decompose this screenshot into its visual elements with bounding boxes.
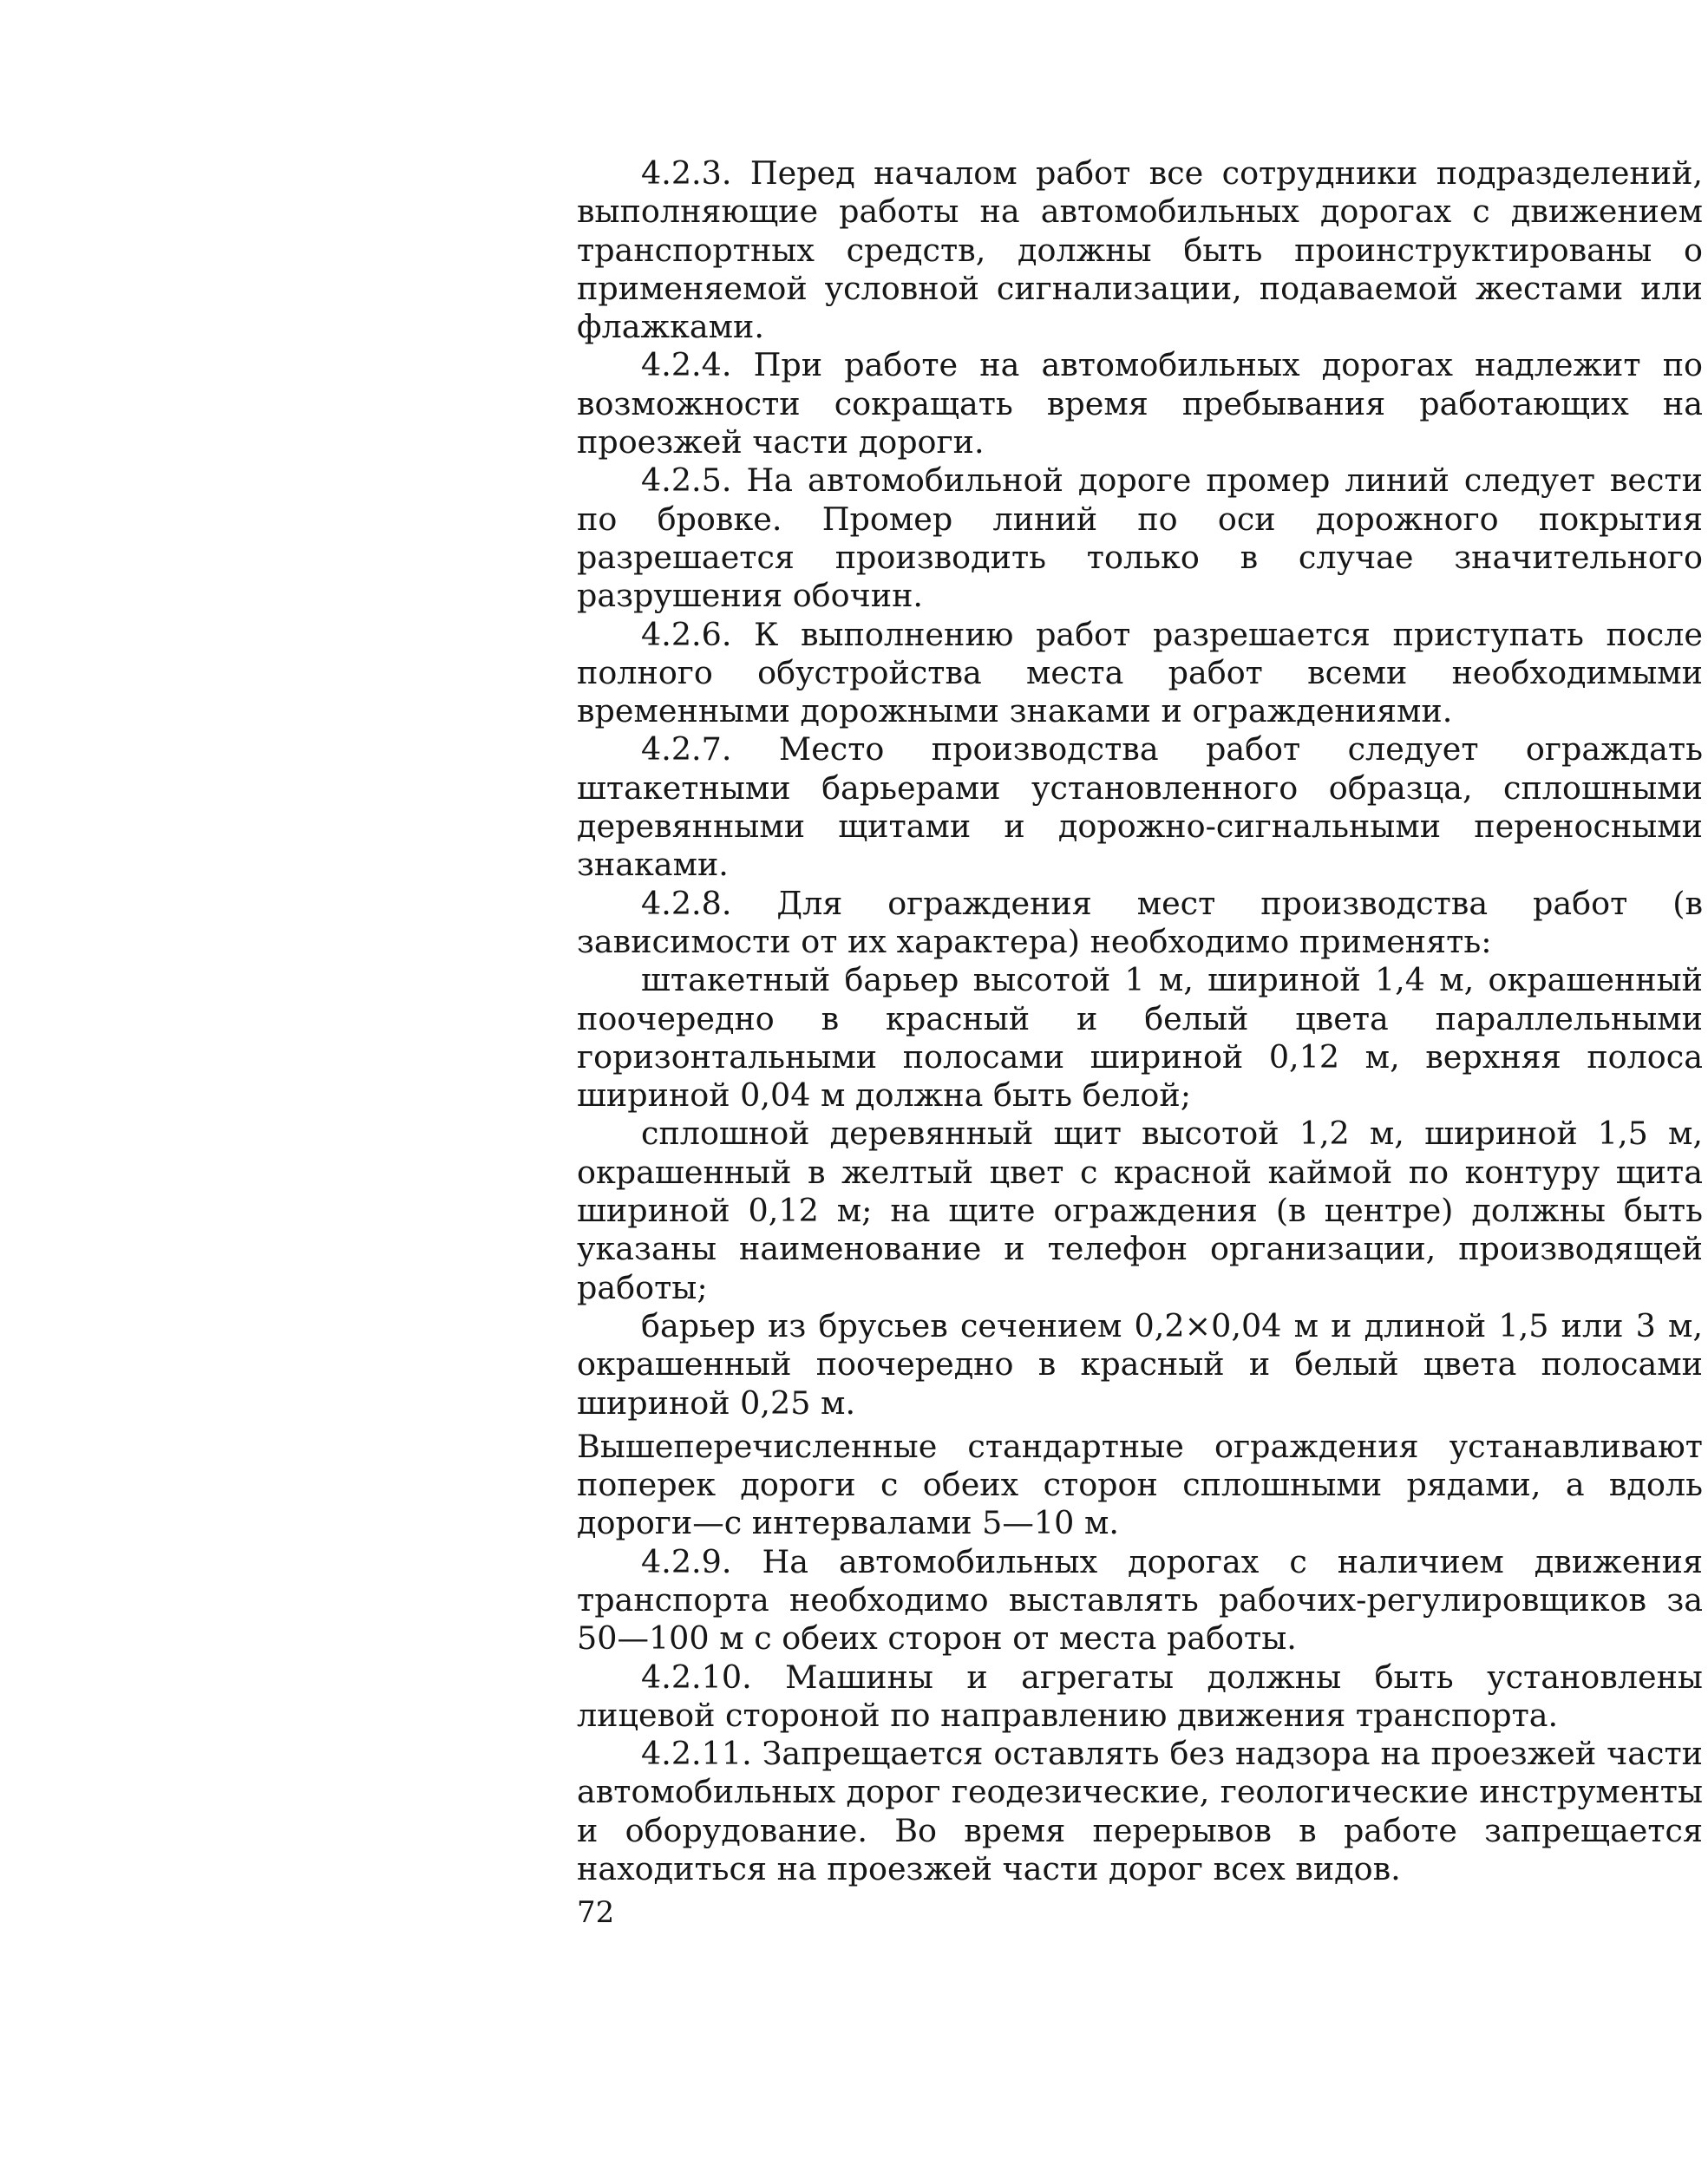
list-item-wooden-shield: сплошной деревянный щит высотой 1,2 м, шириной 1,5 м, окрашенный в желтый цвет с красной каймой по контуру щита шириной 0,12 м; на щите ограждения (в центре) должны быть указаны наименование и телефон организации, производящей работы; [577, 1115, 1703, 1306]
paragraph-4-2-7: 4.2.7. Место производства работ следует ограждать штакетными барьерами установленного образца, сплошными деревянными щитами и дорожно-сигнальными переносными знаками. [577, 730, 1703, 884]
paragraph-4-2-3: 4.2.3. Перед началом работ все сотрудники подразделений, выполняющие работы на автомобильных дорогах с движением транспортных средств, должны быть проинструктированы о применяемой условной сигнализации, подаваемой жестами или флажками. [577, 154, 1703, 346]
list-item-picket-barrier: штакетный барьер высотой 1 м, шириной 1,4 м, окрашенный поочередно в красный и белый цвета параллельными горизонтальными полосами шириной 0,12 м, верхняя полоса шириной 0,04 м должна быть белой; [577, 961, 1703, 1115]
paragraph-4-2-8: 4.2.8. Для ограждения мест производства работ (в зависимости от их характера) необходимо применять: [577, 884, 1703, 960]
list-item-beam-barrier: барьер из брусьев сечением 0,2×0,04 м и длиной 1,5 или 3 м, окрашенный поочередно в красный и белый цвета полосами шириной 0,25 м. [577, 1306, 1703, 1422]
paragraph-4-2-4: 4.2.4. При работе на автомобильных дорогах надлежит по возможности сокращать время пребывания работающих на проезжей части дороги. [577, 346, 1703, 461]
page-number: 72 [577, 1895, 615, 1930]
paragraph-4-2-10: 4.2.10. Машины и агрегаты должны быть установлены лицевой стороной по направлению движения транспорта. [577, 1658, 1703, 1734]
paragraph-installation-note: Вышеперечисленные стандартные ограждения устанавливают поперек дороги с обеих сторон сплошными рядами, а вдоль дороги—с интервалами 5—10 м. [577, 1427, 1703, 1542]
body-text [577, 154, 1703, 1888]
paragraph-4-2-11: 4.2.11. Запрещается оставлять без надзора на проезжей части автомобильных дорог геодезические, геологические инструменты и оборудование. Во время перерывов в работе запрещается находиться на проезжей части дорог всех видов. [577, 1735, 1703, 1888]
paragraph-4-2-6: 4.2.6. К выполнению работ разрешается приступать после полного обустройства места работ всеми необходимыми временными дорожными знаками и ограждениями. [577, 615, 1703, 730]
paragraph-4-2-5: 4.2.5. На автомобильной дороге промер линий следует вести по бровке. Промер линий по оси дорожного покрытия разрешается производить только в случае значительного разрушения обочин. [577, 461, 1703, 615]
paragraph-4-2-9: 4.2.9. На автомобильных дорогах с наличием движения транспорта необходимо выставлять рабочих-регулировщиков за 50—100 м с обеих сторон от места работы. [577, 1542, 1703, 1658]
